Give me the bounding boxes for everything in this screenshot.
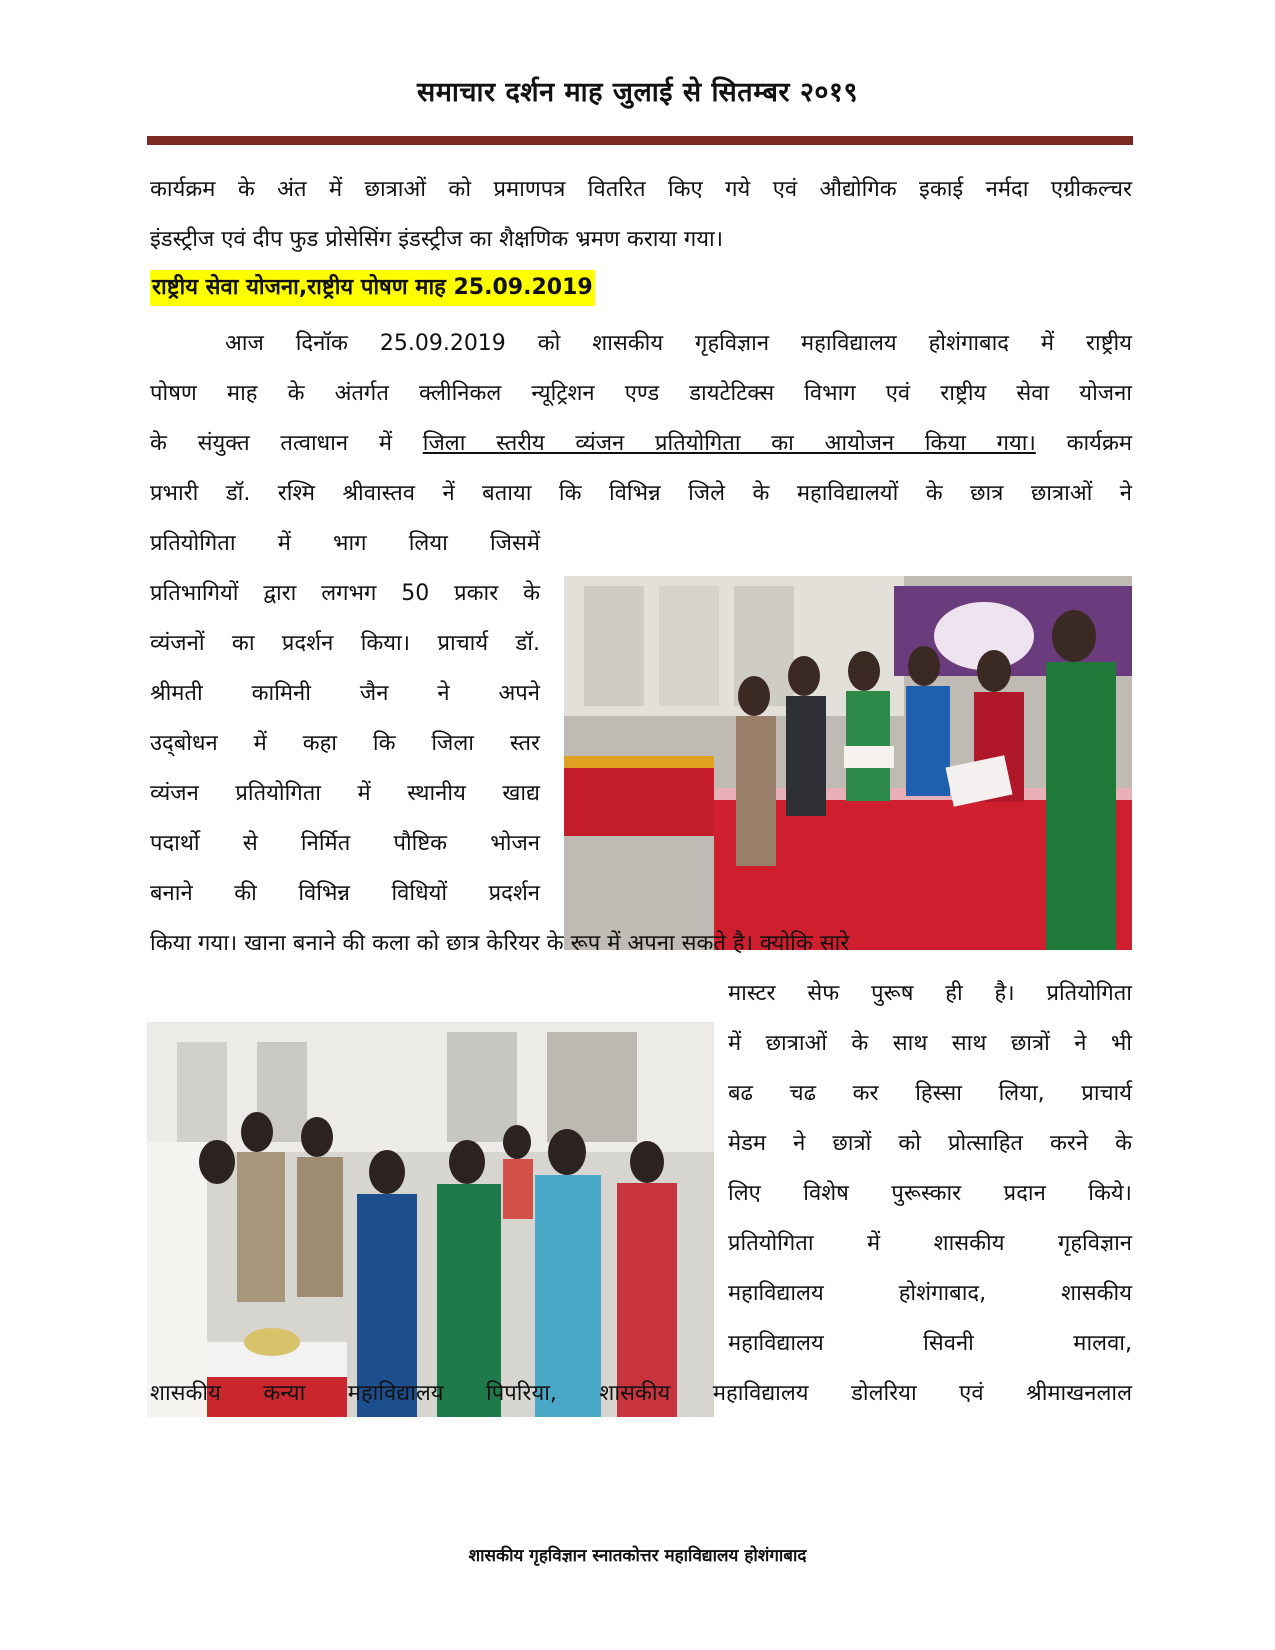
right-column-line-1: मास्टर सेफ पुरूष ही है। प्रतियोगिता — [728, 981, 1132, 1006]
underlined-event-text: जिला स्तरीय व्यंजन प्रतियोगिता का आयोजन किया गया। — [422, 431, 1036, 456]
intro-line-1: कार्यक्रम के अंत में छात्राओं को प्रमाणपत्र वितरित किए गये एवं औद्योगिक इकाई नर्मदा एग्रीकल्चर — [150, 177, 1132, 202]
left-column-line-7: पदार्थो से निर्मित पौष्टिक भोजन — [150, 831, 540, 856]
paragraph-line-2: पोषण माह के अंतर्गत क्लीनिकल न्यूट्रिशन एण्ड डायटेटिक्स विभाग एवं राष्ट्रीय सेवा योजना — [150, 381, 1132, 406]
paragraph-line-1: आज दिनॉक 25.09.2019 को शासकीय गृहविज्ञान महाविद्यालय होशंगाबाद में राष्ट्रीय — [225, 331, 1132, 356]
section-heading: राष्ट्रीय सेवा योजना,राष्ट्रीय पोषण माह 25.09.2019 — [150, 270, 595, 306]
right-column-line-6: प्रतियोगिता में शासकीय गृहविज्ञान — [728, 1231, 1132, 1256]
paragraph-mid-line: किया गया। खाना बनाने की कला को छात्र केरियर के रूप में अपना सकते है। क्योकि सारे — [150, 931, 850, 956]
right-column-line-4: मेडम ने छात्रों को प्रोत्साहित करने के — [728, 1131, 1132, 1156]
footer-college-name: शासकीय गृहविज्ञान स्नातकोत्तर महाविद्यालय होशंगाबाद — [468, 1546, 807, 1566]
right-column-line-8: महाविद्यालय सिवनी मालवा, — [728, 1331, 1132, 1356]
left-column-line-4: श्रीमती कामिनी जैन ने अपने — [150, 681, 540, 706]
left-column-line-6: व्यंजन प्रतियोगिता में स्थानीय खाद्य — [150, 781, 540, 806]
paragraph-line-4: प्रभारी डॉ. रश्मि श्रीवास्तव नें बताया कि विभिन्न जिले के महाविद्यालयों के छात्र छात्राओं ने — [150, 481, 1132, 506]
header-divider — [147, 136, 1133, 145]
left-column-line-3: व्यंजनों का प्रदर्शन किया। प्राचार्य डॉ. — [150, 631, 540, 656]
newsletter-title: समाचार दर्शन माह जुलाई से सितम्बर २०१९ — [416, 77, 858, 108]
line3-suffix: कार्यक्रम — [1035, 431, 1132, 456]
left-column-line-8: बनाने की विभिन्न विधियों प्रदर्शन — [150, 881, 540, 906]
paragraph-line-3 — [150, 424, 1132, 464]
photo-illustration — [147, 1022, 714, 1417]
event-photo-dish-display — [147, 1022, 714, 1417]
right-column-line-7: महाविद्यालय होशंगाबाद, शासकीय — [728, 1281, 1132, 1306]
right-column-line-5: लिए विशेष पुरूस्कार प्रदान किये। — [728, 1181, 1132, 1206]
right-column-line-3: बढ चढ कर हिस्सा लिया, प्राचार्य — [728, 1081, 1132, 1106]
right-column-line-2: में छात्राओं के साथ साथ छात्रों ने भी — [728, 1031, 1132, 1056]
left-column-line-2: प्रतिभागियों द्वारा लगभग 50 प्रकार के — [150, 581, 540, 606]
event-photo-prize-distribution — [564, 576, 1132, 950]
line3-prefix: के संयुक्त तत्वाधान में — [150, 431, 423, 456]
photo-illustration — [564, 576, 1132, 950]
paragraph-last-line: शासकीय कन्या महाविद्यालय पिपरिया, शासकीय महाविद्यालय डोलरिया एवं श्रीमाखनलाल — [150, 1381, 1132, 1406]
left-column-line-1: प्रतियोगिता में भाग लिया जिसमें — [150, 531, 540, 556]
left-column-line-5: उद्‌बोधन में कहा कि जिला स्तर — [150, 731, 540, 756]
intro-line-2: इंडस्ट्रीज एवं दीप फुड प्रोसेसिंग इंडस्ट्रीज का शैक्षणिक भ्रमण कराया गया। — [150, 227, 724, 252]
